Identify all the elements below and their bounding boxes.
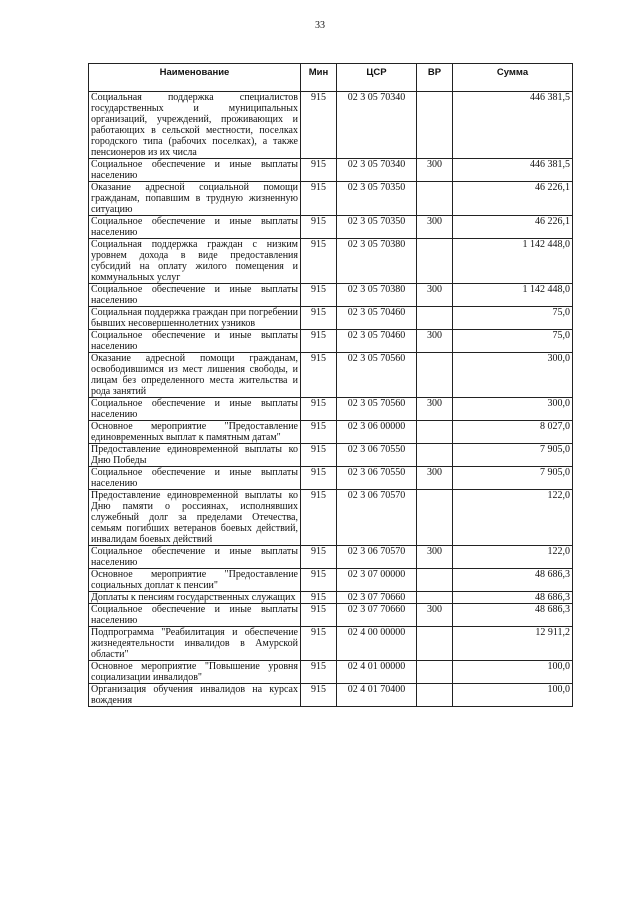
row-min-cell: 915 <box>301 546 337 569</box>
row-min-cell: 915 <box>301 604 337 627</box>
row-min-cell: 915 <box>301 684 337 707</box>
table-row <box>89 569 573 592</box>
row-min-cell: 915 <box>301 569 337 592</box>
row-name-cell: Основное мероприятие "Предоставление социальных доплат к пенсии" <box>89 569 301 592</box>
table-row <box>89 546 573 569</box>
row-csr-cell: 02 3 05 70350 <box>337 216 417 239</box>
row-vr-cell <box>417 444 453 467</box>
row-min-cell: 915 <box>301 353 337 398</box>
row-vr-cell: 300 <box>417 330 453 353</box>
row-sum-cell: 48 686,3 <box>453 592 573 604</box>
row-name-cell: Предоставление единовременной выплаты ко Дню памяти о россиянах, исполнявших служебный долг за пределами Отечества, семьям погибших ветеранов боевых действий, инвалидам боевых действий <box>89 490 301 546</box>
page-number: 33 <box>315 20 325 31</box>
row-min-cell: 915 <box>301 490 337 546</box>
row-sum-cell: 12 911,2 <box>453 627 573 661</box>
row-csr-cell: 02 3 05 70380 <box>337 239 417 284</box>
row-min-cell: 915 <box>301 239 337 284</box>
row-name-cell: Подпрограмма "Реабилитация и обеспечение жизнедеятельности инвалидов в Амурской области" <box>89 627 301 661</box>
row-vr-cell <box>417 627 453 661</box>
row-name-cell: Организация обучения инвалидов на курсах вождения <box>89 684 301 707</box>
row-name-cell: Социальное обеспечение и иные выплаты населению <box>89 398 301 421</box>
budget-table <box>88 63 573 707</box>
row-name-cell: Социальная поддержка граждан с низким уровнем дохода в виде предоставления субсидий на оплату жилого помещения и коммунальных услуг <box>89 239 301 284</box>
table-row <box>89 182 573 216</box>
row-csr-cell: 02 3 07 00000 <box>337 569 417 592</box>
row-sum-cell: 75,0 <box>453 330 573 353</box>
table-row <box>89 307 573 330</box>
table-row <box>89 92 573 159</box>
row-sum-cell: 48 686,3 <box>453 604 573 627</box>
row-vr-cell: 300 <box>417 467 453 490</box>
row-name-cell: Основное мероприятие "Повышение уровня социализации инвалидов" <box>89 661 301 684</box>
table-row <box>89 239 573 284</box>
row-min-cell: 915 <box>301 444 337 467</box>
row-csr-cell: 02 3 05 70560 <box>337 353 417 398</box>
row-vr-cell: 300 <box>417 604 453 627</box>
row-sum-cell: 46 226,1 <box>453 182 573 216</box>
row-csr-cell: 02 3 06 70570 <box>337 546 417 569</box>
table-body <box>89 92 573 707</box>
row-name-cell: Социальное обеспечение и иные выплаты населению <box>89 216 301 239</box>
table-row <box>89 444 573 467</box>
row-min-cell: 915 <box>301 398 337 421</box>
header-vr: ВР <box>417 64 453 92</box>
table-row <box>89 490 573 546</box>
table-row <box>89 467 573 490</box>
row-vr-cell <box>417 92 453 159</box>
row-csr-cell: 02 3 06 00000 <box>337 421 417 444</box>
table-row <box>89 330 573 353</box>
header-sum: Сумма <box>453 64 573 92</box>
header-name: Наименование <box>89 64 301 92</box>
row-min-cell: 915 <box>301 284 337 307</box>
row-vr-cell <box>417 421 453 444</box>
row-sum-cell: 7 905,0 <box>453 467 573 490</box>
row-name-cell: Социальная поддержка граждан при погребении бывших несовершеннолетних узников <box>89 307 301 330</box>
table-row <box>89 159 573 182</box>
row-vr-cell: 300 <box>417 398 453 421</box>
row-csr-cell: 02 3 05 70460 <box>337 307 417 330</box>
row-csr-cell: 02 4 01 70400 <box>337 684 417 707</box>
row-min-cell: 915 <box>301 592 337 604</box>
row-min-cell: 915 <box>301 182 337 216</box>
table-row <box>89 592 573 604</box>
row-csr-cell: 02 3 07 70660 <box>337 592 417 604</box>
row-sum-cell: 100,0 <box>453 684 573 707</box>
row-sum-cell: 122,0 <box>453 546 573 569</box>
row-name-cell: Оказание адресной помощи гражданам, освободившимся из мест лишения свободы, и лицам без определенного места жительства и рода занятий <box>89 353 301 398</box>
row-sum-cell: 1 142 448,0 <box>453 284 573 307</box>
row-min-cell: 915 <box>301 307 337 330</box>
row-csr-cell: 02 3 05 70340 <box>337 159 417 182</box>
row-csr-cell: 02 3 05 70560 <box>337 398 417 421</box>
table-row <box>89 421 573 444</box>
row-name-cell: Социальное обеспечение и иные выплаты населению <box>89 159 301 182</box>
row-sum-cell: 100,0 <box>453 661 573 684</box>
row-name-cell: Социальное обеспечение и иные выплаты населению <box>89 604 301 627</box>
row-name-cell: Доплаты к пенсиям государственных служащих <box>89 592 301 604</box>
row-min-cell: 915 <box>301 159 337 182</box>
row-vr-cell <box>417 661 453 684</box>
row-vr-cell: 300 <box>417 159 453 182</box>
table-row <box>89 684 573 707</box>
table-row <box>89 627 573 661</box>
row-csr-cell: 02 3 05 70350 <box>337 182 417 216</box>
table-header-row <box>89 64 573 92</box>
row-name-cell: Социальное обеспечение и иные выплаты населению <box>89 546 301 569</box>
row-vr-cell <box>417 239 453 284</box>
row-min-cell: 915 <box>301 661 337 684</box>
row-vr-cell <box>417 569 453 592</box>
row-vr-cell <box>417 490 453 546</box>
row-name-cell: Основное мероприятие "Предоставление единовременных выплат к памятным датам" <box>89 421 301 444</box>
row-min-cell: 915 <box>301 627 337 661</box>
row-sum-cell: 48 686,3 <box>453 569 573 592</box>
row-sum-cell: 8 027,0 <box>453 421 573 444</box>
row-csr-cell: 02 3 05 70340 <box>337 92 417 159</box>
row-vr-cell: 300 <box>417 546 453 569</box>
row-min-cell: 915 <box>301 216 337 239</box>
row-csr-cell: 02 3 06 70550 <box>337 444 417 467</box>
table-row <box>89 353 573 398</box>
row-vr-cell <box>417 353 453 398</box>
row-name-cell: Социальное обеспечение и иные выплаты населению <box>89 467 301 490</box>
row-vr-cell <box>417 592 453 604</box>
row-name-cell: Оказание адресной социальной помощи гражданам, попавшим в трудную жизненную ситуацию <box>89 182 301 216</box>
row-sum-cell: 300,0 <box>453 398 573 421</box>
row-vr-cell: 300 <box>417 216 453 239</box>
table-row <box>89 604 573 627</box>
row-name-cell: Социальное обеспечение и иные выплаты населению <box>89 284 301 307</box>
row-csr-cell: 02 3 06 70550 <box>337 467 417 490</box>
header-csr: ЦСР <box>337 64 417 92</box>
row-vr-cell <box>417 307 453 330</box>
row-sum-cell: 300,0 <box>453 353 573 398</box>
row-name-cell: Предоставление единовременной выплаты ко Дню Победы <box>89 444 301 467</box>
row-csr-cell: 02 3 05 70380 <box>337 284 417 307</box>
row-sum-cell: 122,0 <box>453 490 573 546</box>
table-row <box>89 284 573 307</box>
row-sum-cell: 7 905,0 <box>453 444 573 467</box>
table-row <box>89 661 573 684</box>
row-csr-cell: 02 4 01 00000 <box>337 661 417 684</box>
row-name-cell: Социальное обеспечение и иные выплаты населению <box>89 330 301 353</box>
row-sum-cell: 446 381,5 <box>453 159 573 182</box>
row-sum-cell: 46 226,1 <box>453 216 573 239</box>
row-sum-cell: 1 142 448,0 <box>453 239 573 284</box>
row-csr-cell: 02 3 05 70460 <box>337 330 417 353</box>
row-csr-cell: 02 4 00 00000 <box>337 627 417 661</box>
table-row <box>89 398 573 421</box>
row-csr-cell: 02 3 07 70660 <box>337 604 417 627</box>
table-row <box>89 216 573 239</box>
row-name-cell: Социальная поддержка специалистов государственных и муниципальных организаций, учреждений, проживающих и работающих в сельской местности, поселках городского типа (рабочих поселках), а также пенсионеров из их числа <box>89 92 301 159</box>
row-sum-cell: 446 381,5 <box>453 92 573 159</box>
row-csr-cell: 02 3 06 70570 <box>337 490 417 546</box>
row-min-cell: 915 <box>301 421 337 444</box>
row-min-cell: 915 <box>301 467 337 490</box>
row-min-cell: 915 <box>301 92 337 159</box>
row-sum-cell: 75,0 <box>453 307 573 330</box>
header-min: Мин <box>301 64 337 92</box>
row-min-cell: 915 <box>301 330 337 353</box>
row-vr-cell <box>417 182 453 216</box>
row-vr-cell: 300 <box>417 284 453 307</box>
row-vr-cell <box>417 684 453 707</box>
